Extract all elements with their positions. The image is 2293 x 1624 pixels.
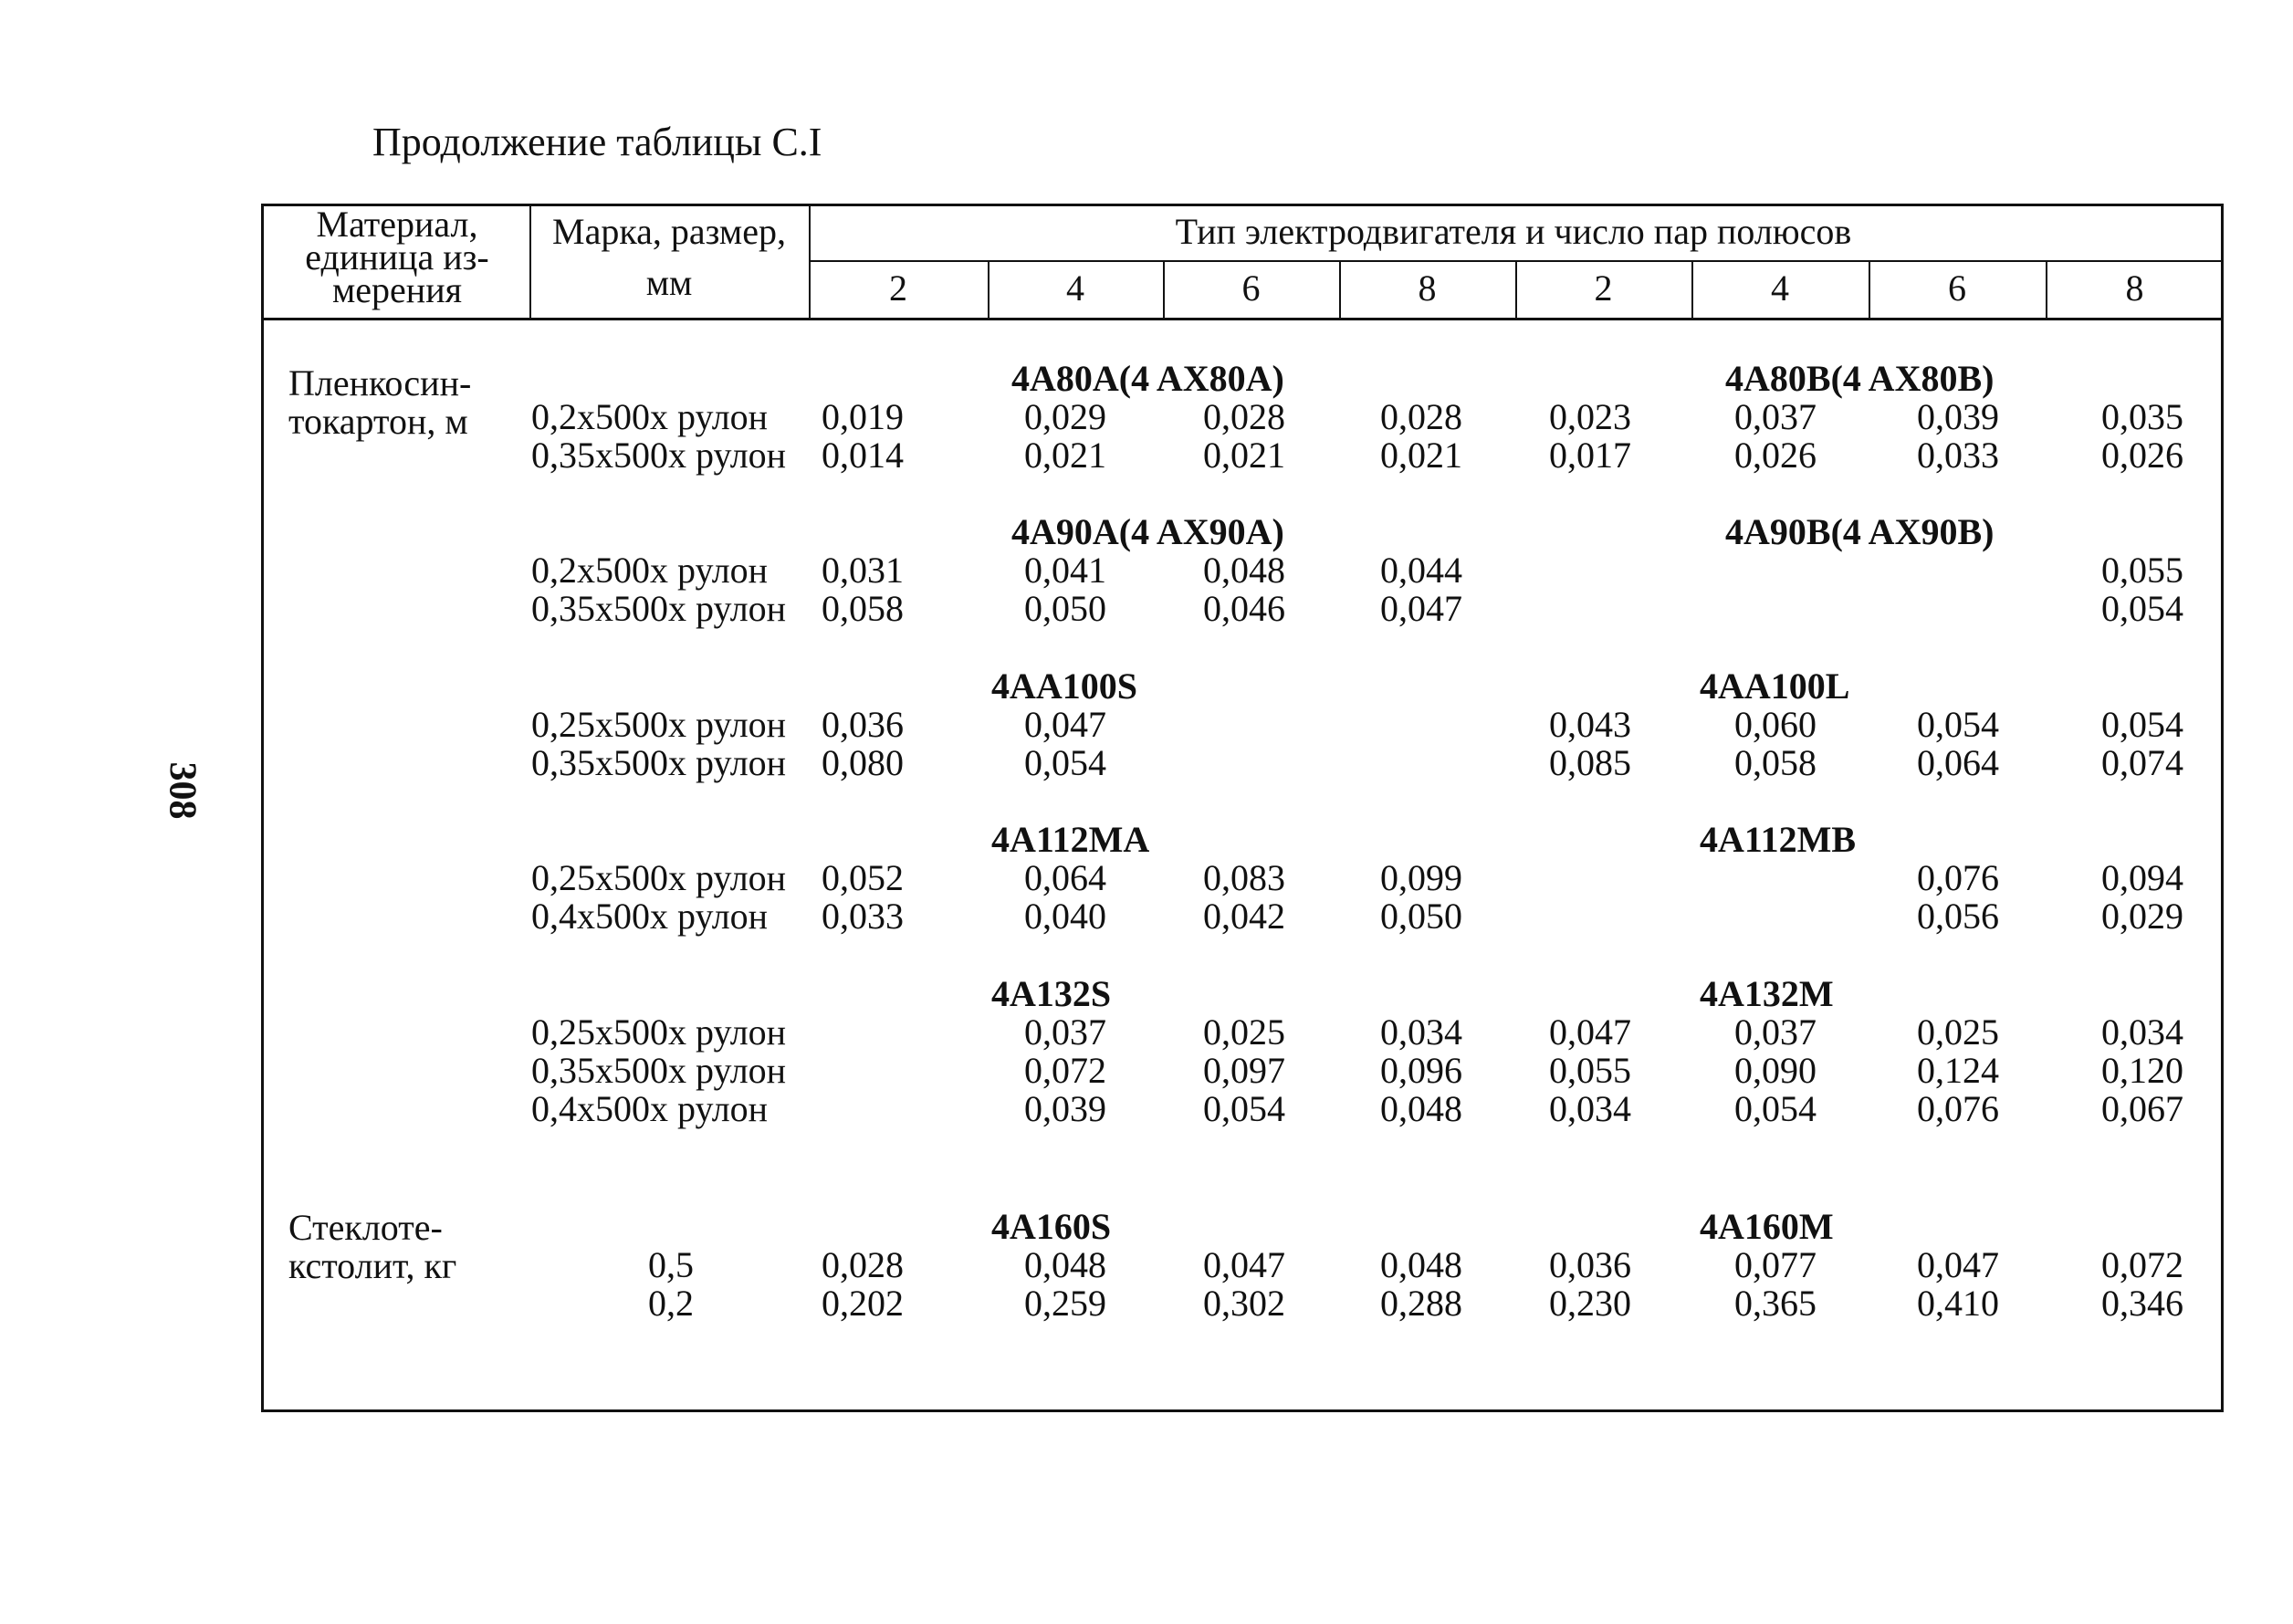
mark-size-cell: 0,25x500x рулон bbox=[531, 704, 787, 745]
value-cell: 0,028 bbox=[822, 1244, 904, 1285]
value-cell: 0,096 bbox=[1380, 1050, 1462, 1091]
value-cell: 0,410 bbox=[1917, 1283, 1999, 1324]
value-cell: 0,031 bbox=[822, 550, 904, 591]
value-cell: 0,017 bbox=[1549, 435, 1631, 476]
motor-type-left: 4AA100S bbox=[991, 665, 1138, 707]
value-cell: 0,054 bbox=[1203, 1088, 1285, 1129]
value-cell: 0,039 bbox=[1024, 1088, 1106, 1129]
value-cell: 0,064 bbox=[1024, 857, 1106, 898]
value-cell: 0,037 bbox=[1024, 1011, 1106, 1053]
mark-size-cell: 0,25x500x рулон bbox=[531, 857, 787, 898]
value-cell: 0,050 bbox=[1024, 588, 1106, 629]
page-number: 308 bbox=[161, 761, 204, 820]
pole-pair-header-cell: 6 bbox=[1948, 267, 1966, 309]
value-cell: 0,034 bbox=[1549, 1088, 1631, 1129]
mark-size-cell: 0,5 bbox=[648, 1244, 694, 1285]
value-cell: 0,094 bbox=[2101, 857, 2183, 898]
value-cell: 0,019 bbox=[822, 396, 904, 437]
motor-type-right: 4A90B(4 AX90B) bbox=[1725, 511, 1995, 552]
pole-pair-header-cell: 8 bbox=[2125, 267, 2144, 309]
value-cell: 0,026 bbox=[2101, 435, 2183, 476]
value-cell: 0,067 bbox=[2101, 1088, 2183, 1129]
value-cell: 0,076 bbox=[1917, 857, 1999, 898]
value-cell: 0,090 bbox=[1734, 1050, 1817, 1091]
motor-type-left: 4A90A(4 AX90A) bbox=[1011, 511, 1284, 552]
value-cell: 0,288 bbox=[1380, 1283, 1462, 1324]
value-cell: 0,346 bbox=[2101, 1283, 2183, 1324]
value-cell: 0,365 bbox=[1734, 1283, 1817, 1324]
mark-size-cell: 0,35x500x рулон bbox=[531, 588, 787, 629]
pole-pair-header-cell: 2 bbox=[1594, 267, 1613, 309]
motor-type-left: 4A160S bbox=[991, 1206, 1112, 1247]
mark-size-cell: 0,35x500x рулон bbox=[531, 435, 787, 476]
value-cell: 0,072 bbox=[2101, 1244, 2183, 1285]
motor-type-right: 4A112MB bbox=[1700, 819, 1857, 860]
value-cell: 0,048 bbox=[1380, 1088, 1462, 1129]
caption: Продолжение таблицы С.I bbox=[372, 120, 822, 164]
value-cell: 0,076 bbox=[1917, 1088, 1999, 1129]
value-cell: 0,047 bbox=[1549, 1011, 1631, 1053]
value-cell: 0,021 bbox=[1380, 435, 1462, 476]
header-material-line-1: Материал, bbox=[316, 204, 478, 245]
value-cell: 0,028 bbox=[1203, 396, 1285, 437]
value-cell: 0,054 bbox=[2101, 588, 2183, 629]
value-cell: 0,120 bbox=[2101, 1050, 2183, 1091]
header-material-line-3: мерения bbox=[331, 269, 463, 310]
value-cell: 0,036 bbox=[1549, 1244, 1631, 1285]
value-cell: 0,026 bbox=[1734, 435, 1817, 476]
value-cell: 0,099 bbox=[1380, 857, 1462, 898]
value-cell: 0,124 bbox=[1917, 1050, 1999, 1091]
value-cell: 0,064 bbox=[1917, 742, 1999, 783]
value-cell: 0,048 bbox=[1380, 1244, 1462, 1285]
value-cell: 0,077 bbox=[1734, 1244, 1817, 1285]
value-cell: 0,046 bbox=[1203, 588, 1285, 629]
value-cell: 0,028 bbox=[1380, 396, 1462, 437]
value-cell: 0,050 bbox=[1380, 896, 1462, 937]
mark-size-cell: 0,2x500x рулон bbox=[531, 550, 769, 591]
value-cell: 0,047 bbox=[1380, 588, 1462, 629]
value-cell: 0,302 bbox=[1203, 1283, 1285, 1324]
pole-pair-header-cell: 6 bbox=[1241, 267, 1261, 309]
pole-pair-header-cell: 4 bbox=[1066, 267, 1084, 309]
value-cell: 0,043 bbox=[1549, 704, 1631, 745]
mark-size-cell: 0,25x500x рулон bbox=[531, 1011, 787, 1053]
value-cell: 0,014 bbox=[822, 435, 904, 476]
value-cell: 0,023 bbox=[1549, 396, 1631, 437]
value-cell: 0,202 bbox=[822, 1283, 904, 1324]
value-cell: 0,083 bbox=[1203, 857, 1285, 898]
value-cell: 0,040 bbox=[1024, 896, 1106, 937]
motor-type-right: 4A160M bbox=[1700, 1206, 1834, 1247]
pole-pair-header-cell: 4 bbox=[1771, 267, 1789, 309]
value-cell: 0,054 bbox=[1917, 704, 1999, 745]
pole-pair-header-cell: 8 bbox=[1418, 267, 1437, 309]
value-cell: 0,054 bbox=[1024, 742, 1106, 783]
pole-pair-divider bbox=[1691, 260, 1693, 320]
value-cell: 0,044 bbox=[1380, 550, 1462, 591]
mark-size-cell: 0,4x500x рулон bbox=[531, 1088, 769, 1129]
value-cell: 0,058 bbox=[822, 588, 904, 629]
value-cell: 0,056 bbox=[1917, 896, 1999, 937]
value-cell: 0,025 bbox=[1917, 1011, 1999, 1053]
value-cell: 0,035 bbox=[2101, 396, 2183, 437]
value-cell: 0,054 bbox=[1734, 1088, 1817, 1129]
value-cell: 0,033 bbox=[1917, 435, 1999, 476]
value-cell: 0,097 bbox=[1203, 1050, 1285, 1091]
pole-pair-divider bbox=[1339, 260, 1341, 320]
value-cell: 0,058 bbox=[1734, 742, 1817, 783]
value-cell: 0,048 bbox=[1024, 1244, 1106, 1285]
value-cell: 0,039 bbox=[1917, 396, 1999, 437]
value-cell: 0,037 bbox=[1734, 1011, 1817, 1053]
value-cell: 0,034 bbox=[1380, 1011, 1462, 1053]
pole-pair-divider bbox=[2046, 260, 2047, 320]
value-cell: 0,036 bbox=[822, 704, 904, 745]
value-cell: 0,025 bbox=[1203, 1011, 1285, 1053]
pole-pair-divider bbox=[988, 260, 989, 320]
value-cell: 0,047 bbox=[1024, 704, 1106, 745]
mark-size-cell: 0,2x500x рулон bbox=[531, 396, 769, 437]
motor-type-left: 4A80A(4 AX80A) bbox=[1011, 358, 1284, 399]
value-cell: 0,021 bbox=[1024, 435, 1106, 476]
value-cell: 0,033 bbox=[822, 896, 904, 937]
pole-pair-header-cell: 2 bbox=[889, 267, 907, 309]
value-cell: 0,042 bbox=[1203, 896, 1285, 937]
value-cell: 0,259 bbox=[1024, 1283, 1106, 1324]
value-cell: 0,055 bbox=[2101, 550, 2183, 591]
motor-type-right: 4A132M bbox=[1700, 973, 1834, 1014]
value-cell: 0,052 bbox=[822, 857, 904, 898]
motor-type-left: 4A112MA bbox=[991, 819, 1150, 860]
value-cell: 0,080 bbox=[822, 742, 904, 783]
motor-type-left: 4A132S bbox=[991, 973, 1112, 1014]
header-mark-line-1: Марка, размер, bbox=[552, 211, 786, 252]
material-label: кстолит, кг bbox=[288, 1245, 457, 1286]
mark-size-cell: 0,35x500x рулон bbox=[531, 1050, 787, 1091]
pole-pair-divider bbox=[1869, 260, 1870, 320]
value-cell: 0,055 bbox=[1549, 1050, 1631, 1091]
value-cell: 0,041 bbox=[1024, 550, 1106, 591]
material-label: Стеклоте- bbox=[288, 1207, 443, 1248]
mark-size-cell: 0,4x500x рулон bbox=[531, 896, 769, 937]
value-cell: 0,060 bbox=[1734, 704, 1817, 745]
pole-pair-divider bbox=[1515, 260, 1517, 320]
mark-size-cell: 0,35x500x рулон bbox=[531, 742, 787, 783]
value-cell: 0,029 bbox=[1024, 396, 1106, 437]
value-cell: 0,029 bbox=[2101, 896, 2183, 937]
value-cell: 0,072 bbox=[1024, 1050, 1106, 1091]
material-label: Пленкосин- bbox=[288, 362, 472, 403]
header-group-title: Тип электродвигателя и число пар полюсов bbox=[1175, 211, 1852, 252]
value-cell: 0,021 bbox=[1203, 435, 1285, 476]
value-cell: 0,047 bbox=[1917, 1244, 1999, 1285]
header-bottom-line bbox=[261, 318, 2224, 320]
material-label: токартон, м bbox=[288, 401, 468, 442]
value-cell: 0,034 bbox=[2101, 1011, 2183, 1053]
value-cell: 0,230 bbox=[1549, 1283, 1631, 1324]
motor-type-right: 4AA100L bbox=[1700, 665, 1850, 707]
header-material-line-2: единица из- bbox=[305, 236, 489, 278]
value-cell: 0,085 bbox=[1549, 742, 1631, 783]
value-cell: 0,037 bbox=[1734, 396, 1817, 437]
value-cell: 0,047 bbox=[1203, 1244, 1285, 1285]
value-cell: 0,074 bbox=[2101, 742, 2183, 783]
motor-type-right: 4A80B(4 AX80B) bbox=[1725, 358, 1995, 399]
mark-size-cell: 0,2 bbox=[648, 1283, 694, 1324]
pole-pair-divider bbox=[1163, 260, 1165, 320]
value-cell: 0,048 bbox=[1203, 550, 1285, 591]
header-mark-line-2: мм bbox=[645, 262, 693, 303]
value-cell: 0,054 bbox=[2101, 704, 2183, 745]
